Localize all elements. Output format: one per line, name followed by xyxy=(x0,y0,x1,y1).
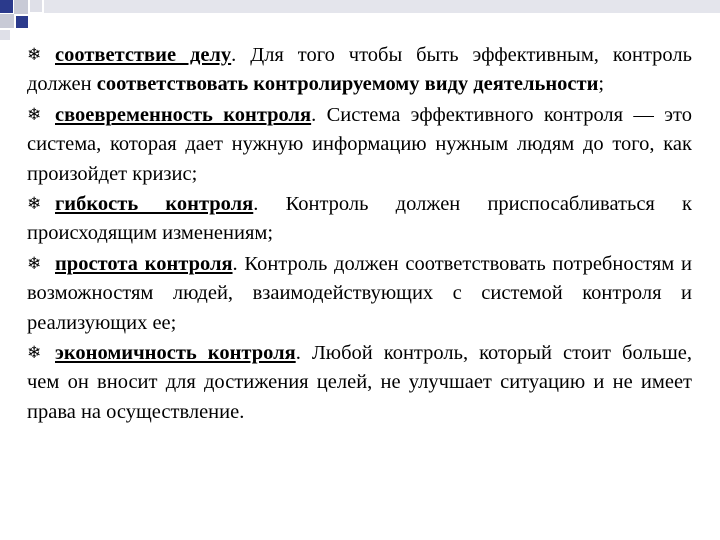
item-term: соответствие делу xyxy=(55,44,232,66)
item-term: своевременность контроля xyxy=(55,103,312,126)
list-item xyxy=(27,100,692,189)
snowflake-icon: ❄ xyxy=(27,343,42,363)
item-term: экономичность контроля xyxy=(55,342,296,365)
item-text: . Любой контроль, который стоит больше, чем он вносит для достижения целей, не улучшает ситуацию и не имеет права на осуществление. xyxy=(27,342,693,423)
snowflake-icon: ❄ xyxy=(27,253,42,273)
decorative-squares xyxy=(0,0,720,40)
item-emphasis: соответствовать контролируемому виду деятельности xyxy=(96,73,599,96)
list-item xyxy=(27,40,692,100)
list-item xyxy=(27,338,692,427)
item-text: . Система эффективного контроля — это система, которая дает нужную информацию нужным людям до того, как произойдет кризис; xyxy=(27,103,692,185)
item-text: . Для того чтобы быть эффективным, контроль должен xyxy=(27,44,692,96)
list-item xyxy=(27,249,692,338)
item-text-end: ; xyxy=(598,73,605,96)
item-text: . Контроль должен приспосабливаться к происходящим изменениям; xyxy=(27,193,692,245)
item-term: гибкость контроля xyxy=(55,193,254,216)
list-item xyxy=(27,189,692,249)
item-text: . Контроль должен соответствовать потребностям и возможностям людей, взаимодействующих с системой контроля и реализующих ее; xyxy=(27,252,692,334)
snowflake-icon: ❄ xyxy=(27,45,42,64)
snowflake-icon: ❄ xyxy=(27,194,42,214)
criteria-list xyxy=(27,40,692,427)
item-term: простота контроля xyxy=(55,252,233,275)
snowflake-icon: ❄ xyxy=(27,104,42,124)
